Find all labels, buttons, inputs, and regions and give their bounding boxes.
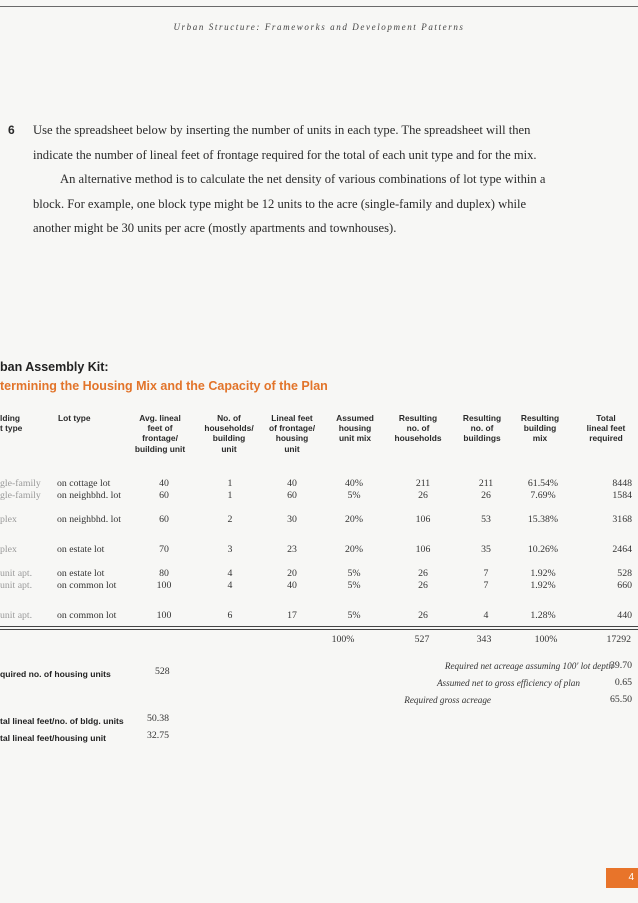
cell-building-type: gle-family [0, 478, 41, 489]
cell-assumed-mix: 5% [347, 610, 361, 621]
net-acreage-label: Required net acreage assuming 100' lot depth [444, 661, 613, 671]
cell-lineal-feet: 60 [287, 490, 297, 501]
cell-assumed-mix: 20% [345, 514, 363, 525]
cell-assumed-mix: 20% [345, 544, 363, 555]
required-units-label: quired no. of housing units [0, 669, 111, 679]
cell-households: 4 [227, 580, 233, 591]
cell-households: 3 [227, 544, 233, 555]
total-lineal-feet: 17292 [606, 634, 631, 645]
cell-total-lineal: 8448 [612, 478, 632, 489]
cell-avg-lineal: 100 [156, 580, 172, 591]
cell-total-lineal: 3168 [612, 514, 632, 525]
lineal-per-unit-label: tal lineal feet/housing unit [0, 733, 106, 743]
cell-resulting-buildings: 7 [483, 568, 489, 579]
header-total-lineal: Total lineal feet required [586, 413, 626, 444]
header-lot-type: Lot type [58, 413, 91, 423]
total-buildings: 343 [476, 634, 492, 645]
cell-households: 1 [227, 490, 233, 501]
cell-building-type: unit apt. [0, 610, 33, 621]
cell-total-lineal: 440 [617, 610, 632, 621]
cell-total-lineal: 2464 [612, 544, 632, 555]
cell-total-lineal: 1584 [612, 490, 632, 501]
cell-resulting-buildings: 26 [481, 490, 491, 501]
cell-resulting-households: 26 [418, 490, 428, 501]
cell-resulting-buildings: 53 [481, 514, 491, 525]
cell-households: 2 [227, 514, 233, 525]
cell-resulting-buildings: 211 [478, 478, 494, 489]
cell-lot-type: on common lot [57, 610, 117, 621]
cell-resulting-households: 26 [418, 568, 428, 579]
lineal-per-building-label: tal lineal feet/no. of bldg. units [0, 716, 124, 726]
header-avg-lineal: Avg. lineal feet of frontage/ building unit [134, 413, 186, 454]
total-households: 527 [414, 634, 430, 645]
cell-lineal-feet: 30 [287, 514, 297, 525]
cell-assumed-mix: 5% [347, 580, 361, 591]
cell-avg-lineal: 80 [159, 568, 169, 579]
total-building-mix: 100% [534, 634, 558, 645]
cell-resulting-households: 26 [418, 580, 428, 591]
cell-lineal-feet: 40 [287, 478, 297, 489]
cell-avg-lineal: 60 [159, 514, 169, 525]
required-units-value: 528 [155, 666, 170, 677]
cell-assumed-mix: 5% [347, 568, 361, 579]
lineal-per-unit-value: 32.75 [147, 730, 170, 741]
efficiency-value: 0.65 [614, 677, 632, 688]
header-resulting-buildings: Resulting no. of buildings [462, 413, 502, 444]
cell-assumed-mix: 40% [345, 478, 363, 489]
cell-building-type: plex [0, 544, 17, 555]
cell-building-type: plex [0, 514, 17, 525]
table-rule-top [0, 626, 638, 627]
top-rule [0, 6, 638, 7]
kit-title: ban Assembly Kit: [0, 360, 109, 374]
cell-resulting-buildings: 7 [483, 580, 489, 591]
cell-total-lineal: 660 [617, 580, 632, 591]
cell-avg-lineal: 60 [159, 490, 169, 501]
table-rule-bottom [0, 629, 638, 630]
question-paragraph-2: An alternative method is to calculate the net density of various combinations of lot type within a block. For example, one block type might be 12 units to the acre (single-family and duplex) while another might be 30 units per acre (mostly apartments and townhouses). [33, 172, 546, 235]
cell-resulting-mix: 10.26% [527, 544, 559, 555]
net-acreage-value: 39.70 [609, 660, 632, 671]
cell-households: 4 [227, 568, 233, 579]
page-number-tab [606, 868, 638, 888]
cell-assumed-mix: 5% [347, 490, 361, 501]
cell-lineal-feet: 40 [287, 580, 297, 591]
cell-resulting-mix: 15.38% [527, 514, 559, 525]
cell-households: 1 [227, 478, 233, 489]
cell-lineal-feet: 20 [287, 568, 297, 579]
page-number: 4 [628, 872, 634, 883]
cell-resulting-households: 26 [418, 610, 428, 621]
header-households: No. of households/ building unit [204, 413, 254, 454]
cell-total-lineal: 528 [617, 568, 632, 579]
cell-resulting-households: 106 [415, 514, 431, 525]
cell-building-type: unit apt. [0, 568, 33, 579]
header-lineal-feet: Lineal feet of frontage/ housing unit [268, 413, 316, 454]
cell-lot-type: on estate lot [57, 544, 105, 555]
cell-building-type: unit apt. [0, 580, 33, 591]
cell-lineal-feet: 17 [287, 610, 297, 621]
cell-avg-lineal: 70 [159, 544, 169, 555]
lineal-per-building-value: 50.38 [147, 713, 170, 724]
cell-resulting-buildings: 4 [483, 610, 489, 621]
cell-lot-type: on neighbhd. lot [57, 490, 121, 501]
cell-lot-type: on cottage lot [57, 478, 111, 489]
header-assumed-mix: Assumed housing unit mix [336, 413, 374, 444]
cell-lot-type: on estate lot [57, 568, 105, 579]
total-mix: 100% [331, 634, 355, 645]
running-header: Urban Structure: Frameworks and Development Patterns [173, 22, 465, 32]
cell-resulting-buildings: 35 [481, 544, 491, 555]
cell-lot-type: on common lot [57, 580, 117, 591]
header-resulting-households: Resulting no. of households [394, 413, 442, 444]
kit-subtitle: termining the Housing Mix and the Capacity of the Plan [0, 379, 328, 393]
cell-avg-lineal: 40 [159, 478, 169, 489]
cell-lot-type: on neighbhd. lot [57, 514, 121, 525]
question-paragraph-1: Use the spreadsheet below by inserting the number of units in each type. The spreadsheet will then indicate the number of lineal feet of frontage required for the total of each unit type and for the mix. [33, 123, 537, 162]
cell-households: 6 [227, 610, 233, 621]
question-6 [8, 118, 548, 241]
cell-resulting-mix: 61.54% [527, 478, 559, 489]
cell-lineal-feet: 23 [287, 544, 297, 555]
cell-building-type: gle-family [0, 490, 41, 501]
cell-avg-lineal: 100 [156, 610, 172, 621]
cell-resulting-households: 106 [415, 544, 431, 555]
cell-resulting-mix: 1.92% [530, 580, 556, 591]
cell-resulting-households: 211 [415, 478, 431, 489]
cell-resulting-mix: 1.92% [530, 568, 556, 579]
header-resulting-mix: Resulting building mix [520, 413, 560, 444]
gross-acreage-label: Required gross acreage [404, 695, 491, 705]
question-number: 6 [8, 123, 15, 137]
efficiency-label: Assumed net to gross efficiency of plan [436, 678, 580, 688]
cell-resulting-mix: 7.69% [530, 490, 556, 501]
gross-acreage-value: 65.50 [609, 694, 632, 705]
header-building-type: lding t type [0, 413, 23, 434]
cell-resulting-mix: 1.28% [530, 610, 556, 621]
